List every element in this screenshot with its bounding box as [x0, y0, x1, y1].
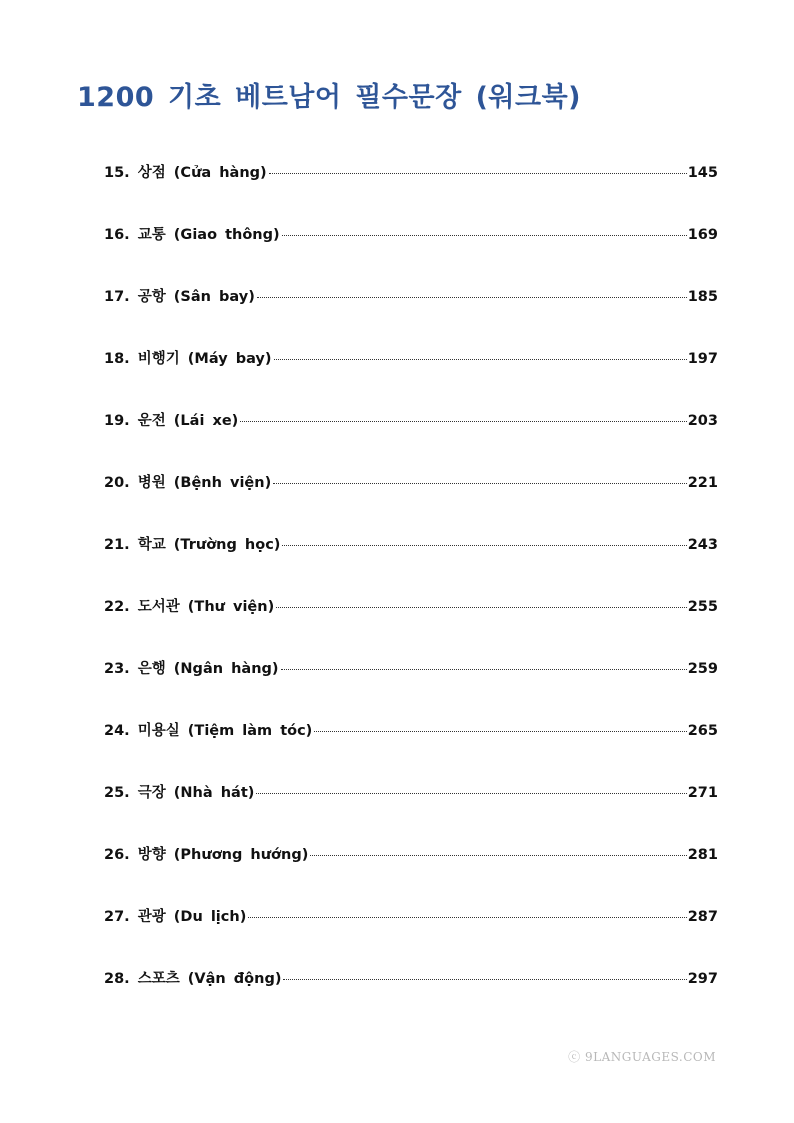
toc-entry-label: 26. 방향 (Phương hướng)	[104, 847, 309, 863]
toc-entry-label: 16. 교통 (Giao thông)	[104, 227, 280, 243]
toc-entry-page: 255	[687, 599, 718, 615]
toc-entry[interactable]	[104, 157, 718, 219]
toc-entry-page: 297	[687, 971, 718, 987]
dot-leader	[314, 731, 686, 732]
dot-leader	[240, 421, 686, 422]
dot-leader	[274, 359, 687, 360]
toc-entry-page: 185	[687, 289, 718, 305]
toc-entry-page: 145	[687, 165, 718, 181]
toc-entry-page: 259	[687, 661, 718, 677]
dot-leader	[256, 793, 686, 794]
toc-entry-label: 15. 상점 (Cửa hàng)	[104, 165, 267, 181]
toc-entry-label: 25. 극장 (Nhà hát)	[104, 785, 255, 801]
toc-entry-label: 20. 병원 (Bệnh viện)	[104, 475, 272, 491]
toc-entry[interactable]	[104, 405, 718, 467]
toc-entry[interactable]	[104, 529, 718, 591]
toc-entry-page: 243	[687, 537, 718, 553]
toc-entry-label: 23. 은행 (Ngân hàng)	[104, 661, 279, 677]
toc-entry[interactable]	[104, 653, 718, 715]
toc-entry-label: 27. 관광 (Du lịch)	[104, 909, 247, 925]
dot-leader	[248, 917, 686, 918]
dot-leader	[282, 235, 687, 236]
dot-leader	[257, 297, 687, 298]
dot-leader	[282, 545, 686, 546]
dot-leader	[281, 669, 687, 670]
toc-entry[interactable]	[104, 467, 718, 529]
toc-entry[interactable]	[104, 219, 718, 281]
dot-leader	[283, 979, 686, 980]
toc-entry-label: 24. 미용실 (Tiệm làm tóc)	[104, 723, 313, 739]
dot-leader	[273, 483, 687, 484]
toc-entry-label: 28. 스포츠 (Vận động)	[104, 971, 282, 987]
toc-entry-page: 265	[687, 723, 718, 739]
toc-entry[interactable]	[104, 343, 718, 405]
toc-entry[interactable]	[104, 839, 718, 901]
toc-entry-page: 281	[687, 847, 718, 863]
toc-entry-page: 271	[687, 785, 718, 801]
toc-entry-label: 22. 도서관 (Thư viện)	[104, 599, 275, 615]
table-of-contents	[104, 157, 718, 1025]
toc-entry-label: 19. 운전 (Lái xe)	[104, 413, 239, 429]
toc-entry-page: 169	[687, 227, 718, 243]
dot-leader	[310, 855, 686, 856]
dot-leader	[269, 173, 687, 174]
toc-entry-page: 197	[687, 351, 718, 367]
toc-entry[interactable]	[104, 901, 718, 963]
toc-entry-label: 17. 공항 (Sân bay)	[104, 289, 255, 305]
toc-entry[interactable]	[104, 777, 718, 839]
toc-entry-label: 21. 학교 (Trường học)	[104, 537, 281, 553]
toc-entry[interactable]	[104, 963, 718, 1025]
dot-leader	[276, 607, 686, 608]
toc-entry-page: 221	[687, 475, 718, 491]
page-title: 1200 기초 베트남어 필수문장 (워크북)	[77, 82, 581, 113]
toc-entry[interactable]	[104, 281, 718, 343]
toc-entry[interactable]	[104, 591, 718, 653]
copyright-watermark: ⓒ 9LANGUAGES.COM	[568, 1050, 716, 1064]
toc-entry-label: 18. 비행기 (Máy bay)	[104, 351, 272, 367]
toc-entry-page: 287	[687, 909, 718, 925]
toc-entry-page: 203	[687, 413, 718, 429]
toc-entry[interactable]	[104, 715, 718, 777]
